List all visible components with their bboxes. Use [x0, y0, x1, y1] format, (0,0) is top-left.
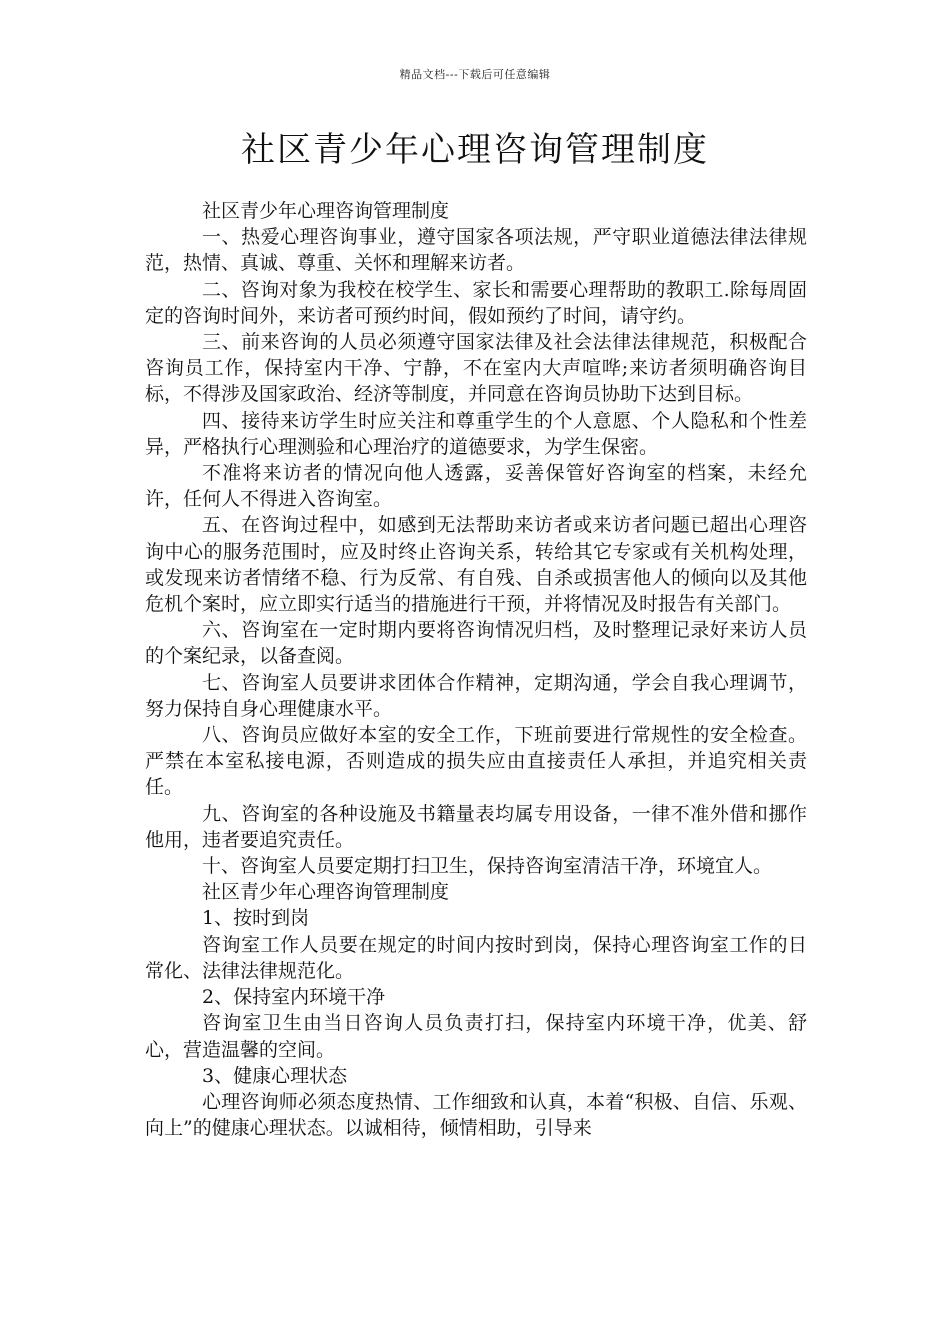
paragraph-rule-6: 六、咨询室在一定时期内要将咨询情况归档，及时整理记录好来访人员的个案纪录，以备查阅。: [145, 619, 807, 668]
paragraph-rule-9: 九、咨询室的各种设施及书籍量表均属专用设备，一律不准外借和挪作他用，违者要追究责任。: [145, 802, 807, 851]
paragraph-rule-10: 十、咨询室人员要定期打扫卫生，保持咨询室清洁干净，环境宜人。: [202, 855, 773, 878]
paragraph-item-2-heading: 2、保持室内环境干净: [202, 986, 386, 1009]
paragraph-section-title: 社区青少年心理咨询管理制度: [202, 881, 450, 904]
paragraph-rule-8: 八、咨询员应做好本室的安全工作，下班前要进行常规性的安全检查。严禁在本室私接电源，否则造成的损失应由直接责任人承担，并追究相关责任。: [145, 724, 807, 799]
paragraph-item-3-body: 心理咨询师必须态度热情、工作细致和认真，本着“积极、自信、乐观、向上”的健康心理状态。以诚相待，倾情相助，引导来: [145, 1090, 807, 1140]
paragraph-item-1-body: 咨询室工作人员要在规定的时间内按时到岗，保持心理咨询室工作的日常化、法律法律规范化。: [145, 933, 807, 982]
paragraph-item-1-heading: 1、按时到岗: [202, 907, 310, 930]
paragraph-item-3-heading: 3、健康心理状态: [202, 1064, 348, 1087]
document-title: 社区青少年心理咨询管理制度: [241, 130, 709, 170]
paragraph-rule-4: 四、接待来访学生时应关注和尊重学生的个人意愿、个人隐私和个性差异，严格执行心理测验和心理治疗的道德要求，为学生保密。: [145, 409, 807, 458]
paragraph-rule-1: 一、热爱心理咨询事业，遵守国家各项法规，严守职业道德法律法律规范，热情、真诚、尊重、关怀和理解来访者。: [145, 226, 807, 275]
paragraph-rule-3: 三、前来咨询的人员必须遵守国家法律及社会法律法律规范，积极配合咨询员工作，保持室内干净、宁静，不在室内大声喧哗;来访者须明确咨询目标，不得涉及国家政治、经济等制度，并同意在咨询员协助下达到目标。: [145, 331, 807, 406]
paragraph-rule-7: 七、咨询室人员要讲求团体合作精神，定期沟通，学会自我心理调节，努力保持自身心理健康水平。: [145, 671, 807, 720]
paragraph-rule-2: 二、咨询对象为我校在校学生、家长和需要心理帮助的教职工.除每周固定的咨询时间外，来访者可预约时间，假如预约了时间，请守约。: [145, 278, 807, 327]
paragraph-rule-5: 五、在咨询过程中，如感到无法帮助来访者或来访者问题已超出心理咨询中心的服务范围时，应及时终止咨询关系，转给其它专家或有关机构处理，或发现来访者情绪不稳、行为反常、有自残、自杀或损害他人的倾向以及其他危机个案时，应立即实行适当的措施进行干预，并将情况及时报告有关部门。: [145, 514, 807, 616]
paragraph-rule-4-cont: 不准将来访者的情况向他人透露，妥善保管好咨询室的档案，未经允许，任何人不得进入咨询室。: [145, 462, 807, 511]
document-body: [145, 198, 807, 1141]
paragraph-subtitle: 社区青少年心理咨询管理制度: [202, 200, 450, 222]
paragraph-item-2-body: 咨询室卫生由当日咨询人员负责打扫，保持室内环境干净，优美、舒心，营造温馨的空间。: [145, 1012, 807, 1061]
header-note: 精品文档---下载后可任意编辑: [399, 68, 551, 81]
